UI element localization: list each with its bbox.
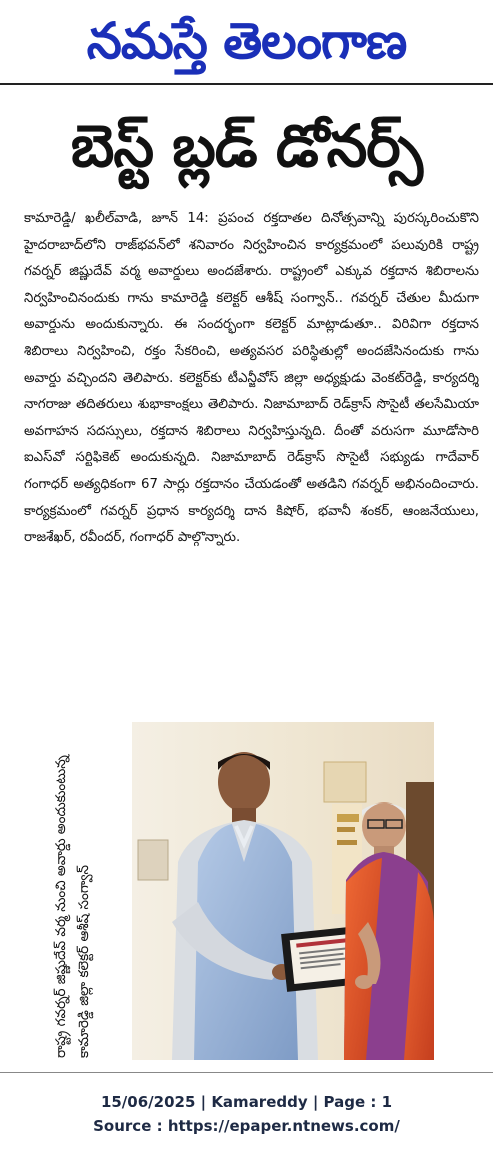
footer-source-line: Source : https://epaper.ntnews.com/ bbox=[93, 1117, 400, 1135]
award-photo-illustration bbox=[132, 722, 434, 1060]
article-headline: బెస్ట్ బ్లడ్ డోనర్స్ bbox=[70, 112, 423, 180]
masthead bbox=[0, 0, 493, 82]
masthead-rule bbox=[0, 83, 493, 85]
article-body: కామారెడ్డి/ ఖలీల్‌వాడి, జూన్ 14: ప్రపంచ రక్తదాతల దినోత్సవాన్ని పురస్కరించుకొని హైదరాబాద్‌లోని రాజ్‌భవన్‌లో శనివారం నిర్వహించిన కార్యక్రమంలో పలువురికి రాష్ట్ర గవర్నర్ జిష్ణుదేవ్ వర్మ అవార్డులు అందజేశారు. రాష్ట్రంలో ఎక్కువ రక్తదాన శిబిరాలను నిర్వహించినందుకు గాను కామారెడ్డి కలెక్టర్ ఆశీష్ సంగ్వాన్.. గవర్నర్ చేతుల మీదుగా అవార్డును అందుకున్నారు. ఈ సందర్భంగా కలెక్టర్ మాట్లాడుతూ.. విరివిగా రక్తదాన శిబిరాలు నిర్వహించి, రక్తం సేకరించి, అత్యవసర పరిస్థితుల్లో అందజేసినందుకు గాను అవార్డు వచ్చిందని తెలిపారు. కలెక్టర్‌కు టీఎన్జీవోస్ జిల్లా అధ్యక్షుడు వెంకట్‌రెడ్డి, కార్యదర్శి నాగరాజు తదితరులు శుభాకాంక్షలు తెలిపారు. నిజామాబాద్ రెడ్‌క్రాస్ సొసైటీ తలసేమియా అవగాహన సదస్సులు, రక్తదాన శిబిరాలు నిర్వహిస్తున్నది. దీంతో వరుసగా మూడోసారి ఐఎస్‌వో సర్టిఫికెట్ అందుకున్నది. నిజామాబాద్ రెడ్‌క్రాస్ సొసైటీ సభ్యుడు గాదేవార్ గంగాధర్ అత్యధికంగా 67 సార్లు రక్తదానం చేయడంతో అతడిని గవర్నర్ అభినందించారు. కార్యక్రమంలో గవర్నర్ ప్రధాన కార్యదర్శి దాన కిషోర్, భవానీ శంకర్, ఆంజనేయులు, రాజశేఖర్, రవీందర్, గంగాధర్ పాల్గొన్నారు. bbox=[24, 211, 479, 546]
photo-caption-text: రాష్ట్ర గవర్నర్ జిష్ణుదేవ్ వర్మ నుంచి అవార్డు అందుకుంటున్న కామారెడ్డి జిల్లా కలెక్టర్ ఆశీష్ సంగ్వాన్ bbox=[53, 755, 92, 1058]
footer-rule bbox=[0, 1072, 493, 1073]
award-photo bbox=[132, 722, 434, 1060]
photo-caption bbox=[50, 724, 144, 1058]
masthead-title: నమస్తే తెలంగాణ bbox=[86, 12, 407, 70]
footer-date-line: 15/06/2025 | Kamareddy | Page : 1 bbox=[100, 1093, 393, 1111]
